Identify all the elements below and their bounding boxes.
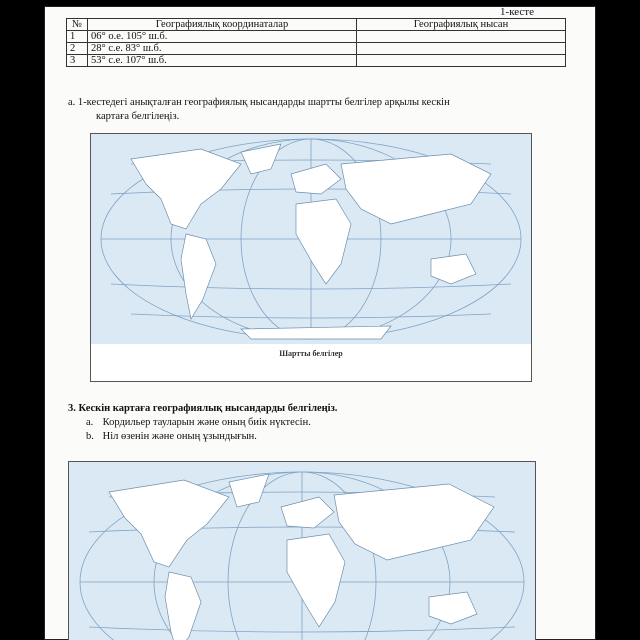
table-row xyxy=(67,43,566,55)
item-mark: a. xyxy=(86,417,94,428)
row-coordinates: 28° с.е. 83° ш.б. xyxy=(88,43,357,55)
header-number: № xyxy=(67,19,88,31)
coordinates-table xyxy=(66,18,566,67)
world-map-graphic xyxy=(69,462,535,640)
task-a xyxy=(68,96,568,124)
worksheet-page xyxy=(44,6,596,640)
task-3-item xyxy=(68,430,568,444)
row-object[interactable] xyxy=(357,31,566,43)
row-coordinates: 53° с.е. 107° ш.б. xyxy=(88,55,357,67)
header-object: Географиялық нысан xyxy=(357,19,566,31)
task-3-item xyxy=(68,416,568,430)
table-header-row xyxy=(67,19,566,31)
outline-map-1[interactable] xyxy=(90,133,532,382)
table-row xyxy=(67,55,566,67)
row-number: 2 xyxy=(67,43,88,55)
legend-label: Шартты белгілер xyxy=(279,349,343,358)
item-text: Кордильер тауларын және оның биік нүктесін. xyxy=(102,417,311,428)
row-number: 1 xyxy=(67,31,88,43)
header-coordinates: Географиялық координаталар xyxy=(88,19,357,31)
item-mark: b. xyxy=(86,431,94,442)
task-3-title: 3. Кескін картаға географиялық нысандарды белгілеңіз. xyxy=(68,403,338,414)
item-text: Ніл өзенін және оның ұзындығын. xyxy=(102,431,257,442)
table-row xyxy=(67,31,566,43)
table-caption: 1-кесте xyxy=(500,6,534,18)
task-a-line1: a. 1-кестедегі анықталған географиялық нысандарды шартты белгілер арқылы кескін xyxy=(68,97,450,108)
world-map-graphic xyxy=(91,134,531,344)
row-coordinates: 06° о.е. 105° ш.б. xyxy=(88,31,357,43)
task-3 xyxy=(68,402,568,444)
outline-map-2[interactable] xyxy=(68,461,536,640)
row-number: 3 xyxy=(67,55,88,67)
row-object[interactable] xyxy=(357,43,566,55)
row-object[interactable] xyxy=(357,55,566,67)
task-a-line2: картаға белгілеңіз. xyxy=(96,111,180,122)
